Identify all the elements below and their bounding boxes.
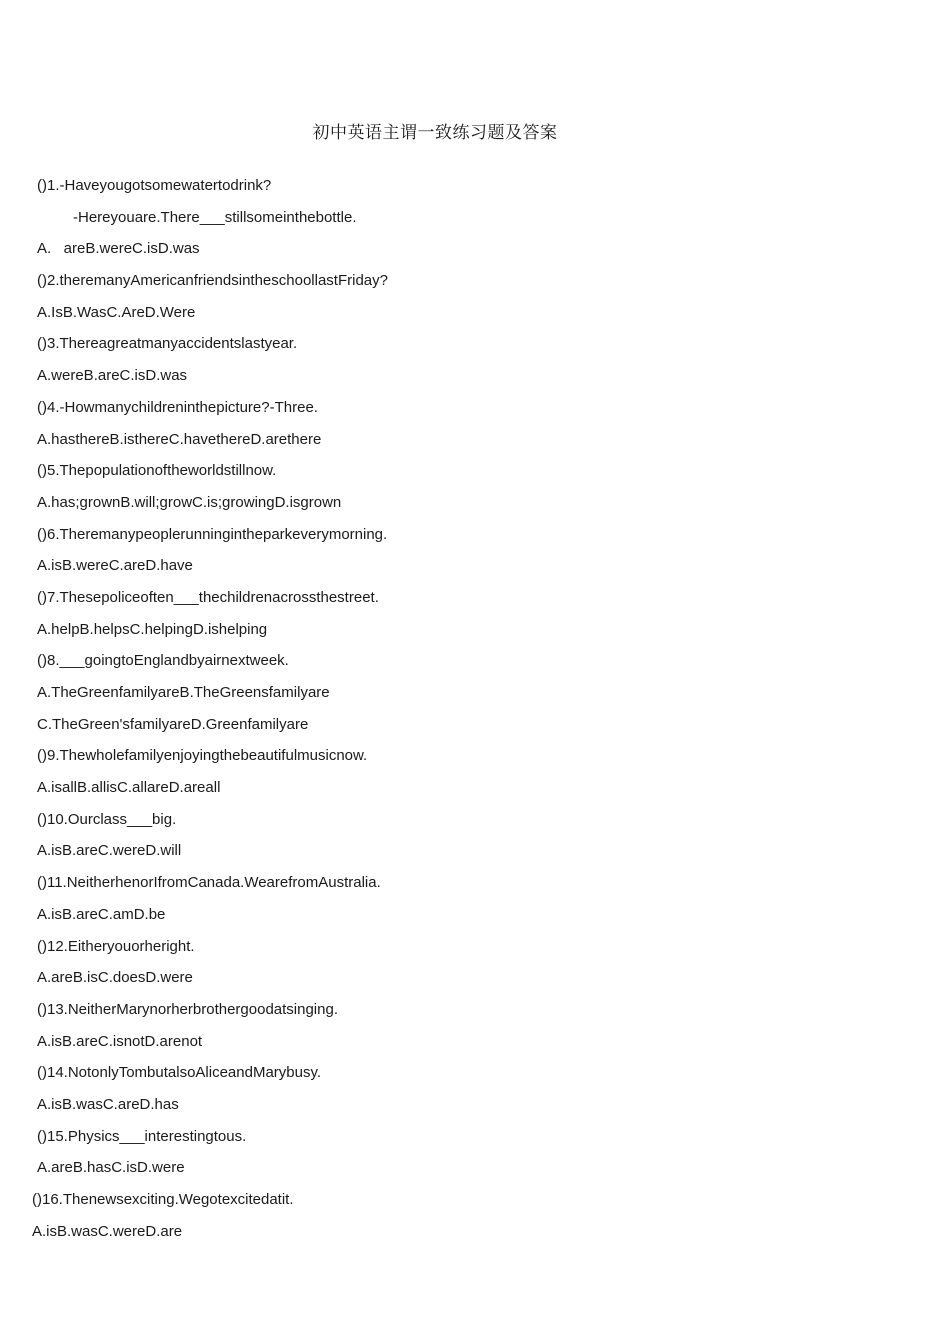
options-line: A.areB.isC.doesD.were [37,969,193,987]
question-line: ()10.Ourclass___big. [37,810,177,828]
question-line: ()12.Eitheryouorheright. [37,937,195,955]
question-line: ()8.___goingtoEnglandbyairnextweek. [37,652,289,670]
question-line: ()11.NeitherhenorIfromCanada.WearefromAustralia. [37,874,381,892]
options-line: A.isB.wasC.wereD.are [32,1222,183,1240]
question-list [0,172,900,1249]
question-line: ()1.-Haveyougotsomewatertodrink? [37,177,272,194]
page-title: 初中英语主谓一致练习题及答案 [312,123,558,143]
options-line: A.has;grownB.will;growC.is;growingD.isgrown [37,493,342,511]
options-line: A.areB.hasC.isD.were [37,1159,185,1177]
question-line: ()14.NotonlyTombutalsoAliceandMarybusy. [37,1064,322,1082]
question-line: ()7.Thesepoliceoften___thechildrenacrossthestreet. [37,588,379,606]
options-line: A.wereB.areC.isD.was [37,367,188,385]
options-line: A.isB.areC.isnotD.arenot [37,1032,203,1050]
question-line: ()2.theremanyAmericanfriendsintheschoollastFriday? [37,272,388,290]
answer-prompt-line: -Hereyouare.There___stillsomeinthebottle. [73,208,357,226]
question-line: ()3.Thereagreatmanyaccidentslastyear. [37,335,298,353]
options-line: A.hasthereB.isthereC.havethereD.arethere [37,430,322,448]
options-line: A.isB.wasC.areD.has [37,1095,179,1113]
options-line: A.IsB.WasC.AreD.Were [37,303,196,321]
options-line: A.isB.areC.amD.be [37,905,166,923]
question-line: ()6.Theremanypeoplerunningintheparkeverymorning. [37,525,388,543]
options-line: A.TheGreenfamilyareB.TheGreensfamilyare [37,684,330,701]
options-line: A.isallB.allisC.allareD.areall [37,779,221,797]
question-line: ()4.-Howmanychildreninthepicture?-Three. [37,398,318,416]
question-line: ()13.NeitherMarynorherbrothergoodatsinging. [37,1000,338,1018]
question-line: ()9.Thewholefamilyenjoyingthebeautifulmusicnow. [37,747,368,765]
question-line: ()15.Physics___interestingtous. [37,1127,247,1145]
question-line: ()5.Thepopulationoftheworldstillnow. [37,462,277,480]
options-line: A.isB.areC.wereD.will [37,842,182,860]
options-line: A.helpB.helpsC.helpingD.ishelping [37,620,268,638]
question-line: ()16.Thenewsexciting.Wegotexcitedatit. [32,1191,294,1208]
options-line: C.TheGreen'sfamilyareD.Greenfamilyare [37,715,309,733]
options-line: A.isB.wereC.areD.have [37,557,193,575]
options-line: A. areB.wereC.isD.was [37,240,200,258]
